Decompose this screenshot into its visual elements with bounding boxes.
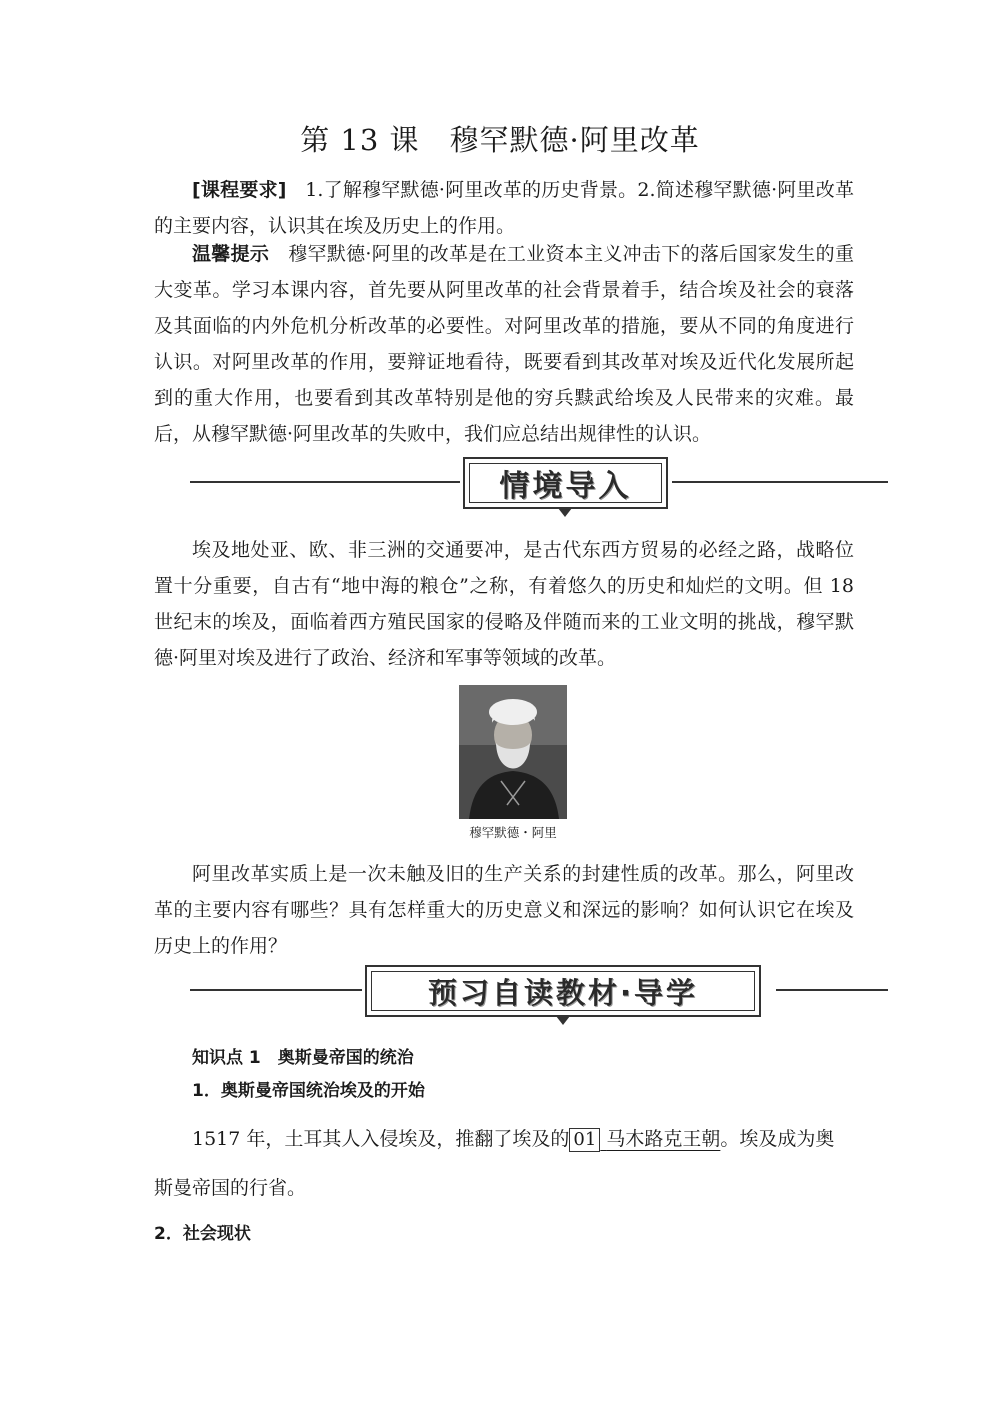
banner-label: 情境导入 bbox=[469, 463, 662, 503]
blank-number-box: 01 bbox=[569, 1128, 600, 1152]
scenario-intro-banner bbox=[463, 457, 668, 509]
tip-text: 穆罕默德·阿里的改革是在工业资本主义冲击下的落后国家发生的重大变革。学习本课内容，首先要从阿里改革的社会背景着手，结合埃及社会的衰落及其面临的内外危机分析改革的必要性。对阿里改革的措施，要从不同的角度进行认识。对阿里改革的作用，要辩证地看待，既要看到其改革对埃及近代化发展所起到的重大作用，也要看到其改革特别是他的穷兵黩武给埃及人民带来的灾难。最后，从穆罕默德·阿里改革的失败中，我们应总结出规律性的认识。 bbox=[154, 243, 854, 445]
item2-title: 2．社会现状 bbox=[154, 1224, 251, 1244]
item1-text-post: 。埃及成为奥 bbox=[720, 1128, 835, 1150]
course-requirements bbox=[154, 172, 854, 244]
requirements-label: [课程要求] bbox=[192, 179, 287, 201]
portrait-illustration bbox=[459, 685, 567, 819]
tip-label: 温馨提示 bbox=[192, 243, 270, 265]
banner2-rule-left bbox=[190, 989, 362, 991]
banner-rule-right bbox=[672, 481, 888, 483]
banner2-label: 预习自读教材·导学 bbox=[371, 971, 755, 1011]
item1-blank bbox=[569, 1128, 720, 1150]
item1-line2: 斯曼帝国的行省。 bbox=[154, 1177, 307, 1199]
item1-answer: 马木路克王朝 bbox=[606, 1128, 721, 1150]
item1-title: 1．奥斯曼帝国统治埃及的开始 bbox=[192, 1081, 425, 1101]
requirements-text: 1.了解穆罕默德·阿里改革的历史背景。2.简述穆罕默德·阿里改革的主要内容，认识其在埃及历史上的作用。 bbox=[154, 179, 854, 237]
banner2-rule-right bbox=[776, 989, 888, 991]
question-paragraph: 阿里改革实质上是一次未触及旧的生产关系的封建性质的改革。那么，阿里改革的主要内容有哪些？具有怎样重大的历史意义和深远的影响？如何认识它在埃及历史上的作用？ bbox=[154, 863, 854, 957]
item1-text-pre: 1517 年，土耳其人入侵埃及，推翻了埃及的 bbox=[192, 1128, 570, 1150]
intro-paragraph: 埃及地处亚、欧、非三洲的交通要冲，是古代东西方贸易的必经之路，战略位置十分重要，自古有“地中海的粮仓”之称，有着悠久的历史和灿烂的文明。但 18 世纪末的埃及，面临着西方殖民国家的侵略及伴随而来的工业文明的挑战，穆罕默德·阿里对埃及进行了政治、经济和军事等领域的改革。 bbox=[154, 539, 854, 669]
page-title: 第 13 课 穆罕默德·阿里改革 bbox=[300, 123, 700, 157]
knowledge-point-heading: 知识点 1 奥斯曼帝国的统治 bbox=[192, 1048, 414, 1068]
banner-pointer-icon bbox=[558, 508, 572, 517]
banner-rule-left bbox=[190, 481, 460, 483]
banner2-pointer-icon bbox=[556, 1016, 570, 1025]
portrait-image bbox=[459, 685, 567, 819]
item1-line1 bbox=[192, 1124, 872, 1152]
preview-reading-banner bbox=[365, 965, 761, 1017]
portrait-caption: 穆罕默德・阿里 bbox=[469, 825, 557, 840]
warm-tip bbox=[154, 236, 854, 452]
